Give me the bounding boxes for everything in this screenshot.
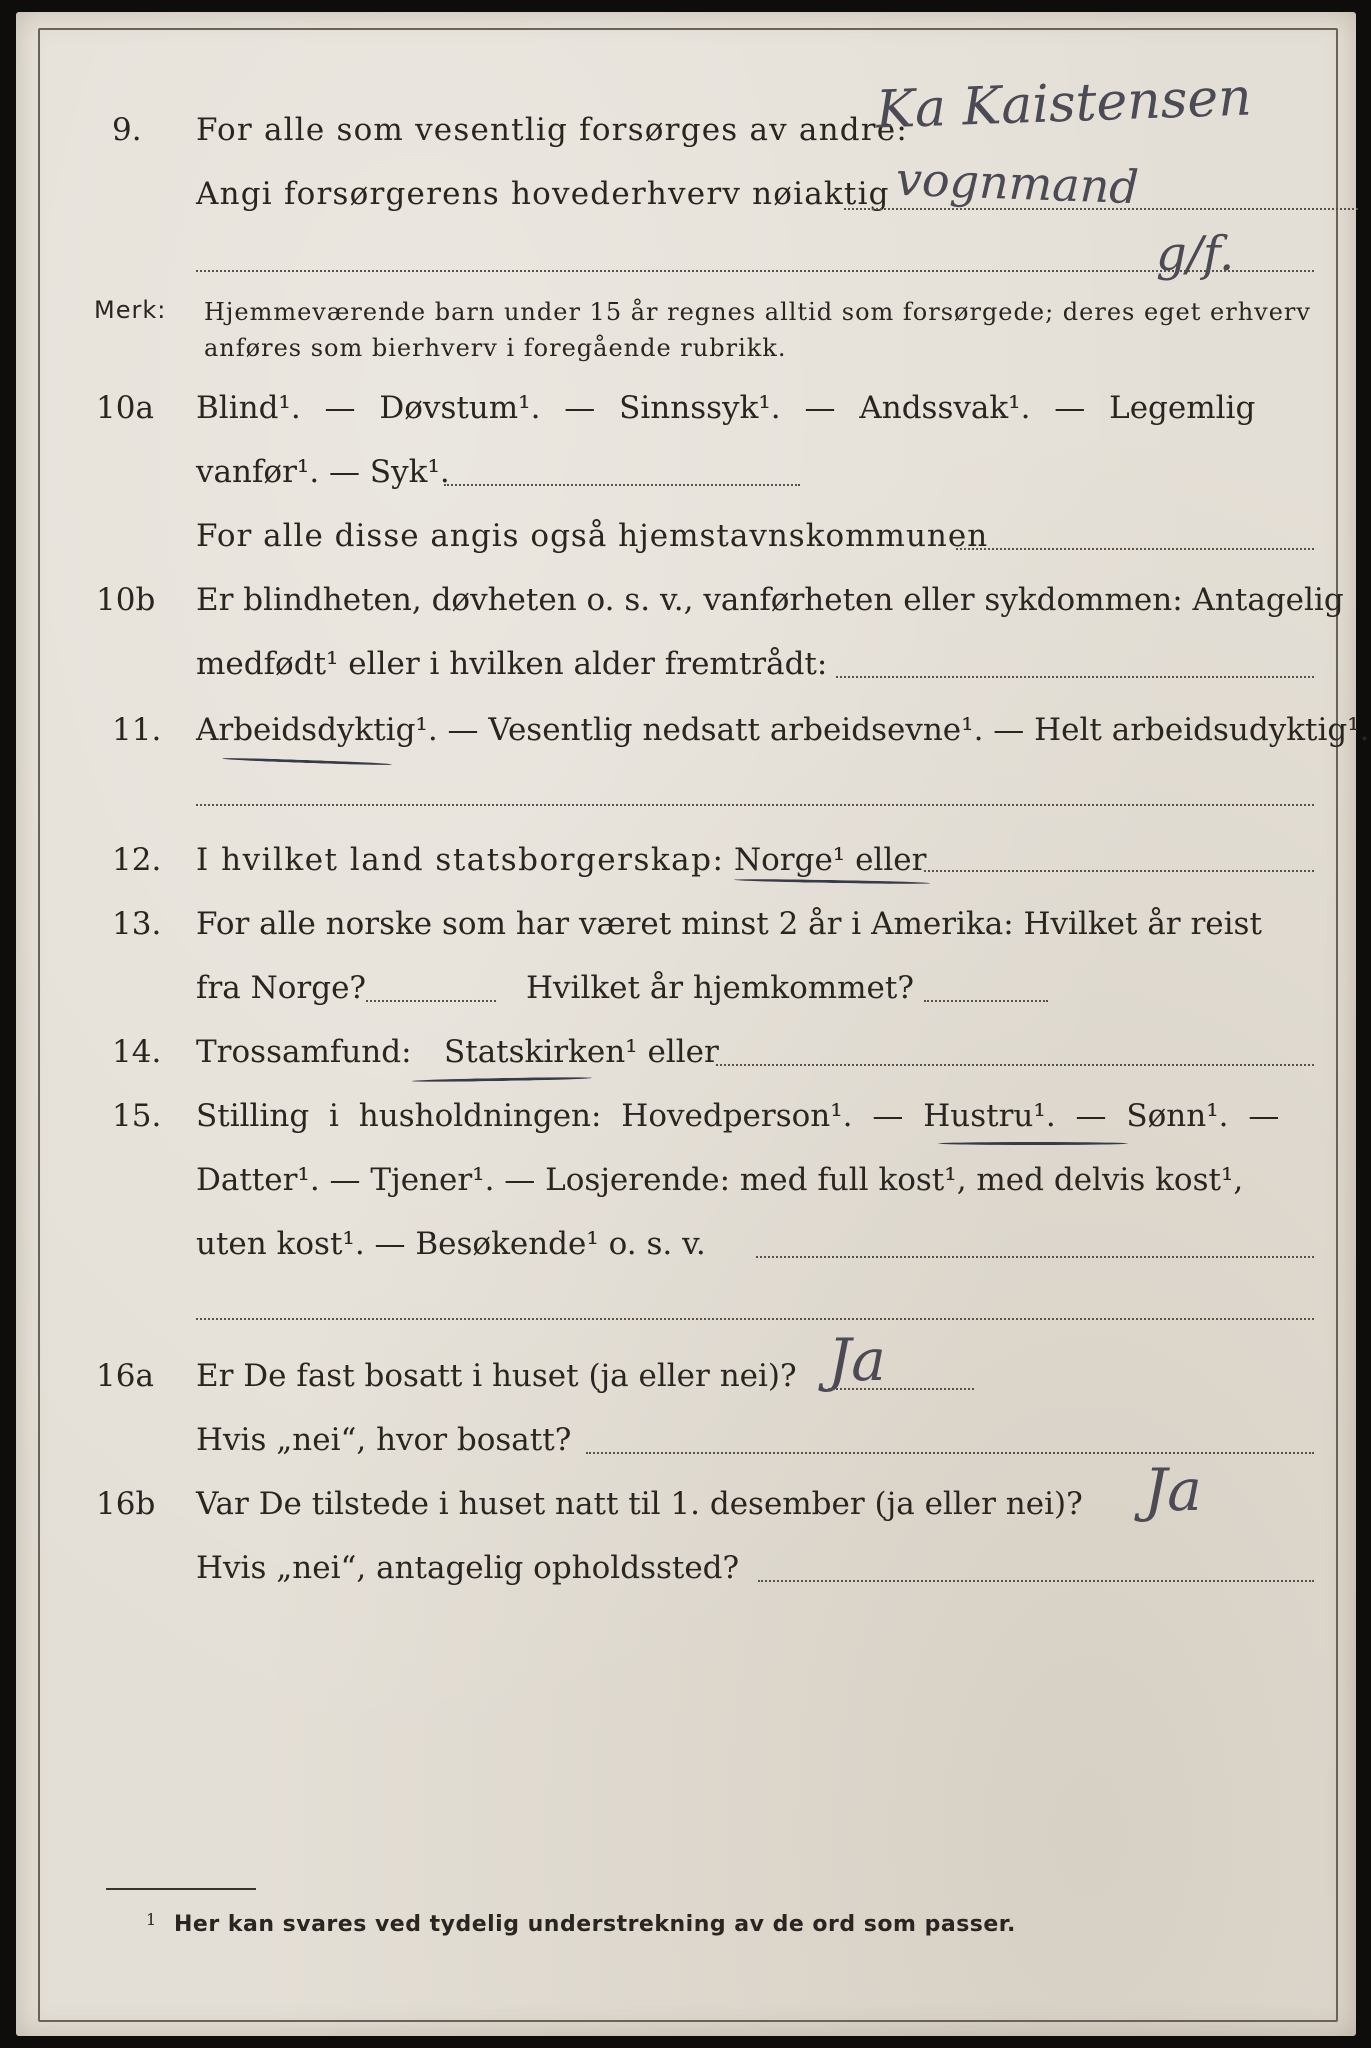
q14-line1b: Statskirken¹ eller (444, 1034, 719, 1070)
q16b-number: 16b (96, 1486, 156, 1522)
q13-line1: For alle norske som har været minst 2 år i Amerika: Hvilket år reist (196, 906, 1262, 942)
q10b-line2: medfødt¹ eller i hvilken alder fremtrådt: (196, 646, 828, 682)
q10a-line3-dots (956, 548, 1314, 550)
merk-line1: Hjemmeværende barn under 15 år regnes alltid som forsørgede; deres eget erhverv (204, 298, 1311, 326)
page-border (38, 28, 1338, 2022)
q10a-line3: For alle disse angis også hjemstavnskommunen (196, 518, 989, 554)
q15-line4-dots (196, 1318, 1314, 1320)
handwritten-initials: g/f. (1156, 226, 1235, 282)
q16a-line1: Er De fast bosatt i huset (ja eller nei)? (196, 1358, 797, 1394)
q13-line2b: Hvilket år hjemkommet? (526, 970, 914, 1006)
q15-underline-hustru (938, 1142, 1128, 1145)
q16b-line2: Hvis „nei“, antagelig opholdssted? (196, 1550, 740, 1586)
q10a-number: 10a (96, 390, 154, 426)
q12-number: 12. (112, 842, 162, 878)
q12-dots (924, 870, 1314, 872)
q10b-line2-dots (836, 676, 1314, 678)
q13-line2a-dots (366, 1000, 496, 1002)
q12-norge: Norge¹ eller (734, 842, 927, 878)
q10a-line1: Blind¹. — Døvstum¹. — Sinnssyk¹. — Andssvak¹. — Legemlig (196, 390, 1256, 426)
q16b-line1: Var De tilstede i huset natt til 1. desember (ja eller nei)? (196, 1486, 1083, 1522)
q16b-line2-dots (758, 1580, 1314, 1582)
census-form-page (16, 12, 1370, 2036)
q10a-line2-dots (444, 484, 800, 486)
q11-line2-dots (196, 804, 1314, 806)
q9-line1: For alle som vesentlig forsørges av andre: (196, 112, 908, 148)
q13-number: 13. (112, 906, 162, 942)
q13-line2b-dots (924, 1000, 1048, 1002)
q10b-line1: Er blindheten, døvheten o. s. v., vanførheten eller sykdommen: Antagelig (196, 582, 1344, 618)
q16a-number: 16a (96, 1358, 154, 1394)
q14-line1a: Trossamfund: (196, 1034, 412, 1070)
q16a-handwritten-answer: Ja (828, 1326, 886, 1394)
q14-dots (716, 1064, 1314, 1066)
q9-handwritten-provider: Ka Kaistensen (875, 67, 1253, 141)
q16a-line2-dots (586, 1452, 1314, 1454)
q14-number: 14. (112, 1034, 162, 1070)
q10a-line2: vanfør¹. — Syk¹. (196, 454, 450, 490)
q12-line1: I hvilket land statsborgerskap: (196, 842, 725, 878)
q9-line2: Angi forsørgerens hovederhverv nøiaktig (196, 176, 890, 212)
q16b-handwritten-answer: Ja (1144, 1456, 1202, 1524)
q15-line3: uten kost¹. — Besøkende¹ o. s. v. (196, 1226, 706, 1262)
q15-number: 15. (112, 1098, 162, 1134)
q9-number: 9. (112, 112, 142, 148)
q10b-number: 10b (96, 582, 156, 618)
q9-handwritten-occupation: vognmand (895, 151, 1140, 215)
q16a-line1-dots (828, 1388, 974, 1390)
merk-label: Merk: (94, 296, 167, 324)
footnote-rule (106, 1888, 256, 1890)
q16a-line2: Hvis „nei“, hvor bosatt? (196, 1422, 572, 1458)
q9-line3-dots (196, 270, 1314, 272)
q13-line2a: fra Norge? (196, 970, 367, 1006)
merk-line2: anføres som bierhverv i foregående rubrikk. (204, 334, 787, 362)
q15-line1: Stilling i husholdningen: Hovedperson¹. — Hustru¹. — Sønn¹. — (196, 1098, 1280, 1134)
q15-line3-dots (756, 1256, 1314, 1258)
q11-number: 11. (112, 712, 162, 748)
footnote-mark: 1 (146, 1910, 157, 1929)
q15-line2: Datter¹. — Tjener¹. — Losjerende: med full kost¹, med delvis kost¹, (196, 1162, 1244, 1198)
footnote-text: Her kan svares ved tydelig understrekning av de ord som passer. (174, 1912, 1016, 1937)
q11-line1: Arbeidsdyktig¹. — Vesentlig nedsatt arbeidsevne¹. — Helt arbeidsudyktig¹. (196, 712, 1370, 748)
